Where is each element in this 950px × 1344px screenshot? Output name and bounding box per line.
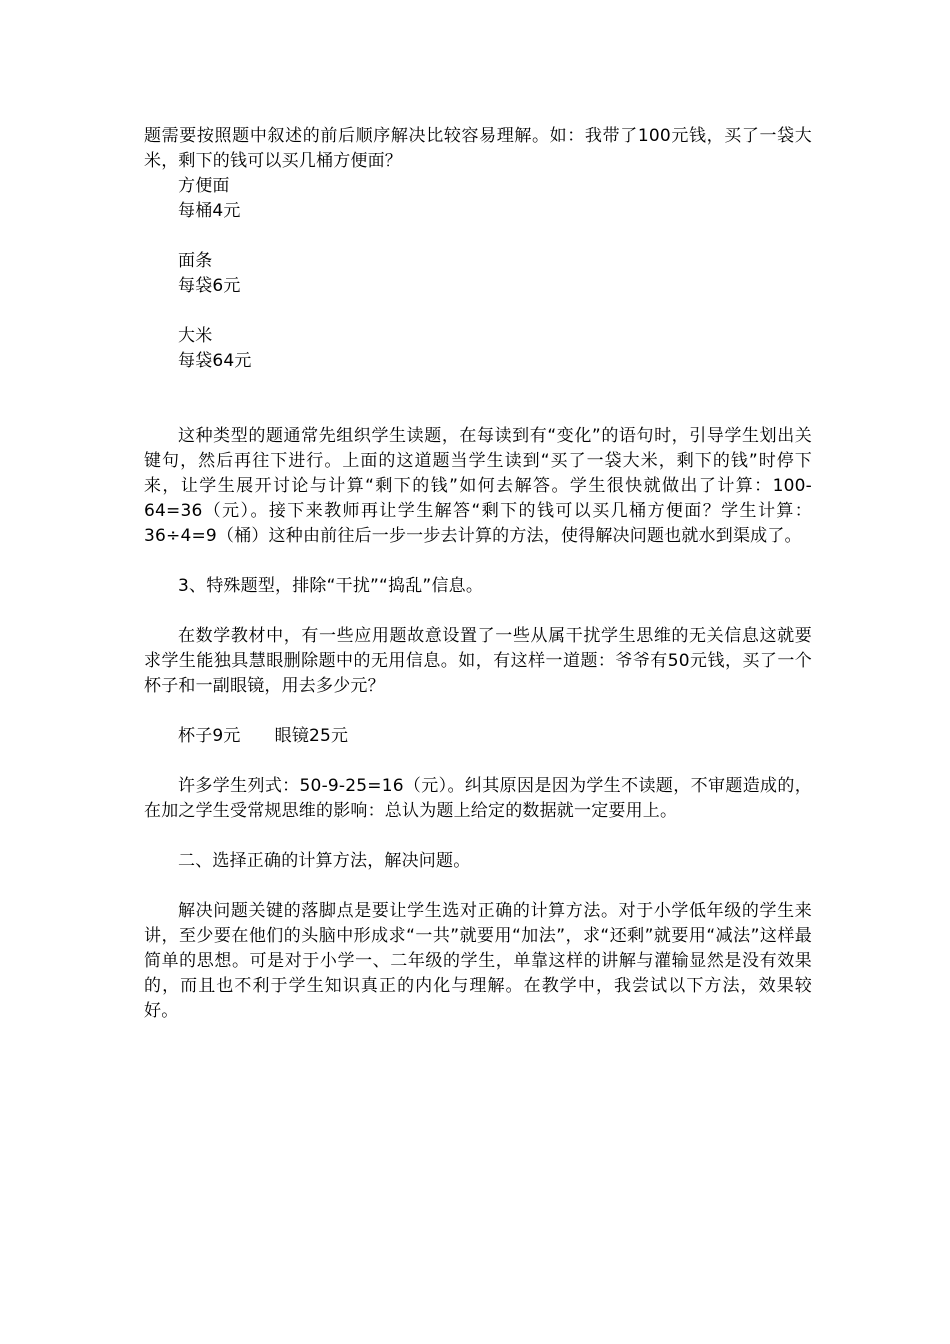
item-price-rice: 每袋64元: [178, 351, 252, 371]
item-price-instant-noodles: 每桶4元: [178, 201, 241, 221]
example-prices: [144, 724, 812, 749]
spacer: [144, 299, 812, 324]
spacer: [144, 749, 812, 774]
spacer: [144, 374, 812, 424]
spacer: [144, 699, 812, 724]
spacer: [144, 549, 812, 574]
glasses-price: 眼镜25元: [274, 726, 349, 746]
item-name-instant-noodles: 方便面: [178, 176, 230, 196]
intro-paragraph: 题需要按照题中叙述的前后顺序解决比较容易理解。如：我带了100元钱，买了一袋大米，剩下的钱可以买几桶方便面？: [144, 126, 812, 171]
cup-price: 杯子9元: [178, 726, 241, 746]
document-page: [144, 124, 812, 1024]
paragraph-change-method: 这种类型的题通常先组织学生读题，在每读到有“变化”的语句时，引导学生划出关键句，然后再往下进行。上面的这道题当学生读到“买了一袋大米，剩下的钱”时停下来，让学生展开讨论与计算“剩下的钱”如何去解答。学生很快就做出了计算：100-64=36（元）。接下来教师再让学生解答“剩下的钱可以买几桶方便面？学生计算：36÷4=9（桶）这种由前往后一步一步去计算的方法，使得解决问题也就水到渠成了。: [144, 426, 812, 546]
section-heading-two: 二、选择正确的计算方法，解决问题。: [178, 851, 471, 871]
item-name-rice: 大米: [178, 326, 213, 346]
spacer: [144, 599, 812, 624]
section-heading-3: 3、特殊题型，排除“干扰”“捣乱”信息。: [178, 576, 484, 596]
paragraph-calculation-method: 解决问题关键的落脚点是要让学生选对正确的计算方法。对于小学低年级的学生来讲，至少要在他们的头脑中形成求“一共”就要用“加法”，求“还剩”就要用“减法”这样最简单的思想。可是对于小学一、二年级的学生，单靠这样的讲解与灌输显然是没有效果的，而且也不利于学生知识真正的内化与理解。在教学中，我尝试以下方法，效果较好。: [144, 901, 812, 1021]
item-name-noodles: 面条: [178, 251, 213, 271]
paragraph-student-error: 许多学生列式：50-9-25=16（元）。纠其原因是因为学生不读题，不审题造成的，在加之学生受常规思维的影响：总认为题上给定的数据就一定要用上。: [144, 776, 812, 821]
item-price-noodles: 每袋6元: [178, 276, 241, 296]
spacer: [144, 824, 812, 849]
spacer: [144, 224, 812, 249]
spacer: [144, 874, 812, 899]
paragraph-distractors: 在数学教材中，有一些应用题故意设置了一些从属干扰学生思维的无关信息这就要求学生能独具慧眼删除题中的无用信息。如，有这样一道题：爷爷有50元钱，买了一个杯子和一副眼镜，用去多少元？: [144, 626, 812, 696]
